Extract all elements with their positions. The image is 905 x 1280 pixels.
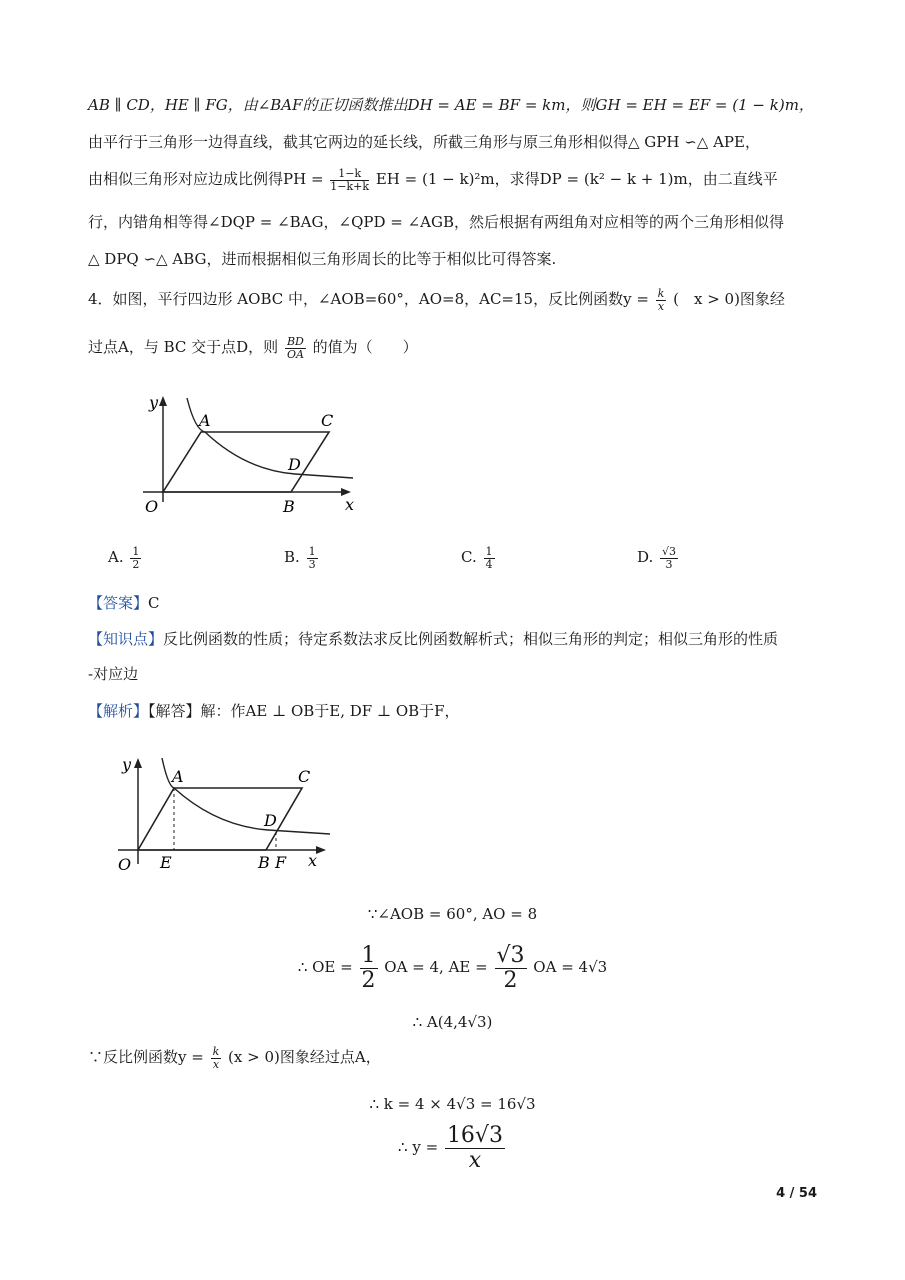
option-c[interactable] <box>461 546 497 570</box>
step-2-frac-1 <box>360 944 378 991</box>
question-line-2 <box>88 336 418 360</box>
step-2b: OA = 4, AE = <box>384 958 488 976</box>
option-a[interactable] <box>108 546 143 570</box>
knowledge-tag: 【知识点】 <box>88 630 164 648</box>
label-c: C <box>298 767 311 786</box>
step-4-num: k <box>212 1045 220 1058</box>
label-a: A <box>172 767 184 786</box>
text-line-1: AB ∥ CD，HE ∥ FG，由∠BAF的正切函数推出DH = AE = BF = km，则GH = EH = EF = (1 − k)m， <box>88 96 814 114</box>
solution-step-4 <box>88 1046 381 1070</box>
function-fraction <box>656 288 667 312</box>
solution-step-5: ∴ k = 4 × 4√3 = 16√3 <box>369 1095 536 1113</box>
bd-oa-fraction <box>285 336 306 360</box>
step-6-num: 16√3 <box>446 1123 503 1149</box>
option-a-letter: A. <box>108 548 124 567</box>
option-a-num: 1 <box>132 545 140 558</box>
step-2-frac-2 <box>495 944 527 991</box>
label-y: y <box>122 755 132 774</box>
option-c-fraction <box>484 546 495 570</box>
analysis-text: 【解答】解：作AE ⊥ OB于E, DF ⊥ OB于F， <box>148 702 460 720</box>
option-d-fraction <box>660 546 678 570</box>
option-a-den: 2 <box>132 557 140 571</box>
step-4b: (x > 0)图象经过点A， <box>228 1048 381 1067</box>
bd-num: BD <box>286 335 304 348</box>
function-num: k <box>657 287 665 300</box>
step-6-den: x <box>468 1147 482 1173</box>
option-d-letter: D. <box>637 548 654 567</box>
label-a: A <box>199 411 211 430</box>
question-text-1b: ( x > 0)图象经 <box>673 290 785 309</box>
step-2-f1-den: 2 <box>361 967 376 993</box>
option-d-num: √3 <box>662 545 677 558</box>
text-line-3a: 由相似三角形对应边成比例得PH = <box>88 170 324 189</box>
solution-step-6 <box>0 1124 905 1172</box>
text-line-5: △ DPQ ∽△ ABG，进而根据相似三角形周长的比等于相似比可得答案. <box>88 250 557 268</box>
answer-value: C <box>148 594 160 612</box>
oa-den: OA <box>286 347 304 361</box>
knowledge-line <box>88 628 778 650</box>
option-c-letter: C. <box>461 548 477 567</box>
text-line-3 <box>88 168 778 192</box>
knowledge-line-2: -对应边 <box>88 665 139 683</box>
label-o: O <box>145 497 159 516</box>
step-4-frac <box>211 1046 222 1070</box>
step-6-frac <box>445 1124 505 1171</box>
option-b-num: 1 <box>308 545 316 558</box>
label-x: x <box>345 495 355 514</box>
text-line-3b: EH = (1 − k)²m，求得DP = (k² − k + 1)m，由二直线平 <box>375 170 778 189</box>
step-2-f2-den: 2 <box>503 967 518 993</box>
solution-step-3: ∴ A(4,4√3) <box>412 1013 493 1031</box>
analysis-tag: 【解析】 <box>88 702 149 720</box>
label-d: D <box>288 455 301 474</box>
label-d: D <box>264 811 277 830</box>
step-2c: OA = 4√3 <box>533 958 608 976</box>
solution-step-2 <box>0 944 905 992</box>
option-c-num: 1 <box>485 545 493 558</box>
option-b-letter: B. <box>284 548 300 567</box>
question-text-2b: 的值为（ ） <box>312 338 418 357</box>
function-den: x <box>657 299 665 313</box>
parallelogram-aobc <box>163 432 329 492</box>
ratio-fraction <box>330 168 369 192</box>
text-line-4: 行，内错角相等得∠DQP = ∠BAG，∠QPD = ∠AGB，然后根据有两组角对应相等的两个三角形相似得 <box>88 213 784 231</box>
analysis-line <box>88 700 460 722</box>
label-x: x <box>308 851 318 870</box>
text-line-2: 由平行于三角形一边得直线，截其它两边的延长线，所截三角形与原三角形相似得△ GPH ∽△ APE， <box>88 133 760 151</box>
parallelogram-aobc <box>138 788 302 850</box>
option-d-den: 3 <box>665 557 673 571</box>
step-6a: ∴ y = <box>398 1138 439 1156</box>
label-b: B <box>283 497 295 516</box>
knowledge-text: 反比例函数的性质；待定系数法求反比例函数解析式；相似三角形的判定；相似三角形的性质 <box>163 630 779 648</box>
hyperbola <box>187 398 353 478</box>
answer-tag: 【答案】 <box>88 594 149 612</box>
step-2a: ∴ OE = <box>297 958 353 976</box>
answer-line <box>88 592 160 614</box>
label-y: y <box>149 393 159 412</box>
option-d[interactable] <box>637 546 680 570</box>
question-text-2a: 过点A，与 BC 交于点D，则 <box>88 338 279 357</box>
solution-step-1: ∵∠AOB = 60°, AO = 8 <box>367 905 538 923</box>
step-2-f2-num: √3 <box>496 943 525 969</box>
ratio-num: 1−k <box>330 168 369 181</box>
label-o: O <box>118 855 132 874</box>
option-b[interactable] <box>284 546 320 570</box>
ratio-den: 1−k+k <box>330 179 370 193</box>
step-4a: ∵反比例函数y = <box>88 1048 204 1067</box>
question-line-1 <box>88 288 785 312</box>
option-a-fraction <box>130 546 141 570</box>
label-c: C <box>321 411 334 430</box>
option-b-fraction <box>307 546 318 570</box>
figure-2 <box>112 752 337 882</box>
step-2-f1-num: 1 <box>361 943 376 969</box>
page-number: 4 / 54 <box>776 1186 817 1201</box>
option-c-den: 4 <box>485 557 493 571</box>
label-e: E <box>160 853 172 872</box>
step-4-den: x <box>212 1057 220 1071</box>
option-b-den: 3 <box>308 557 316 571</box>
label-b: B <box>258 853 270 872</box>
question-text-1a: 4．如图，平行四边形 AOBC 中，∠AOB=60°，AO=8，AC=15，反比例函数y = <box>88 290 649 309</box>
figure-1 <box>135 392 360 522</box>
label-f: F <box>275 853 287 872</box>
